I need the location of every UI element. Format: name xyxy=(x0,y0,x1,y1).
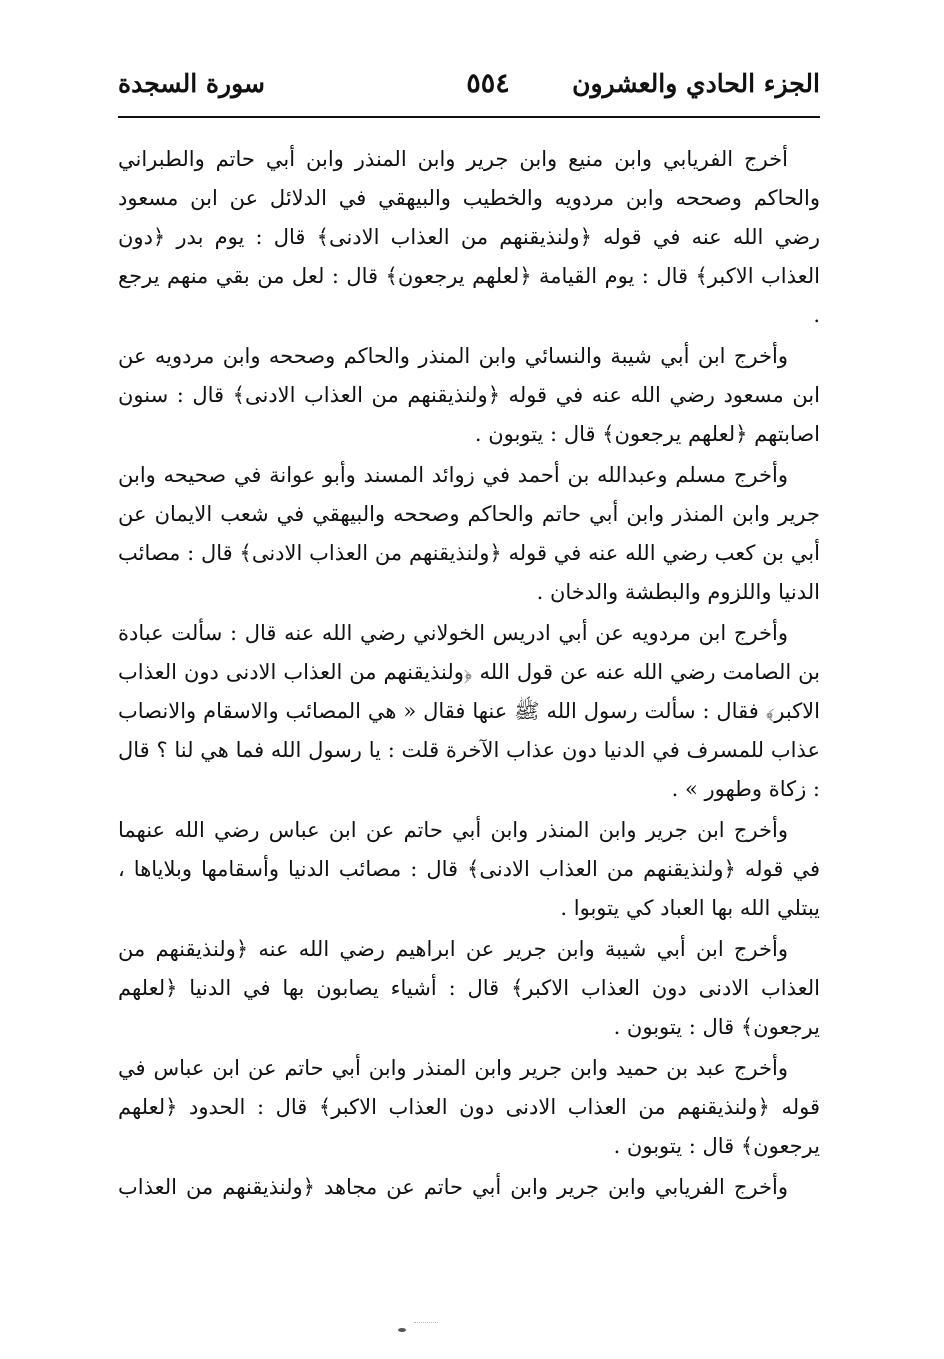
header-rule xyxy=(118,116,820,118)
part-title: الجزء الحادي والعشرون xyxy=(572,69,820,98)
paragraph: وأخرج ابن أبي شيبة والنسائي وابن المنذر والحاكم وصححه وابن مردويه عن ابن مسعود رضي الله عنه في قوله ﴿ولنذيقنهم من العذاب الادنى﴾ قال : سنون اصابتهم ﴿لعلهم يرجعون﴾ قال : يتوبون . xyxy=(118,344,820,446)
paragraph-continued: وأخرج الفريابي وابن جرير وابن أبي حاتم عن مجاهد ﴿ولنذيقنهم من العذاب xyxy=(118,1175,788,1199)
paragraph: أخرج الفريابي وابن منيع وابن جرير وابن المنذر وابن أبي حاتم والطبراني والحاكم وصححه وابن مردويه والخطيب والبيهقي في الدلائل عن ابن مسعود رضي الله عنه في قوله ﴿ولنذيقنهم من العذاب الادنى﴾ قال : يوم بدر ﴿دون العذاب الاكبر﴾ قال : يوم القيامة ﴿لعلهم يرجعون﴾ قال : لعل من بقي منهم يرجع . xyxy=(118,147,820,327)
body-text xyxy=(118,140,820,1207)
surah-title: سورة السجدة xyxy=(118,69,265,98)
running-header xyxy=(118,62,820,110)
page-number: ٥٥٤ xyxy=(466,68,510,99)
paragraph: وأخرج ابن جرير وابن المنذر وابن أبي حاتم عن ابن عباس رضي الله عنهما في قوله ﴿ولنذيقنهم من العذاب الادنى﴾ قال : مصائب الدنيا وأسقامها وبلاياها ، يبتلي الله بها العباد كي يتوبوا . xyxy=(118,818,820,920)
paragraph: وأخرج ابن مردويه عن أبي ادريس الخولاني رضي الله عنه قال : سألت عبادة بن الصامت رضي الله عنه عن قول الله ﴿ولنذيقنهم من العذاب الادنى دون العذاب الاكبر﴾ فقال : سألت رسول الله ﷺ عنها فقال « هي المصائب والاسقام والانصاب عذاب للمسرف في الدنيا دون عذاب الآخرة قلت : يا رسول الله فما هي لنا ؟ قال : زكاة وطهور » . xyxy=(118,621,820,801)
paragraph: وأخرج عبد بن حميد وابن جرير وابن المنذر وابن أبي حاتم عن ابن عباس في قوله ﴿ولنذيقنهم من العذاب الادنى دون العذاب الاكبر﴾ قال : الحدود ﴿لعلهم يرجعون﴾ قال : يتوبون . xyxy=(118,1056,820,1158)
scan-speck xyxy=(398,1328,406,1332)
scan-speck xyxy=(414,1322,438,1326)
paragraph: وأخرج مسلم وعبدالله بن أحمد في زوائد المسند وأبو عوانة في صحيحه وابن جرير وابن المنذر وابن أبي حاتم والحاكم وصححه والبيهقي في شعب الايمان عن أبي بن كعب رضي الله عنه في قوله ﴿ولنذيقنهم من العذاب الادنى﴾ قال : مصائب الدنيا واللزوم والبطشة والدخان . xyxy=(118,463,820,604)
paragraph: وأخرج ابن أبي شيبة وابن جرير عن ابراهيم رضي الله عنه ﴿ولنذيقنهم من العذاب الادنى دون العذاب الاكبر﴾ قال : أشياء يصابون بها في الدنيا ﴿لعلهم يرجعون﴾ قال : يتوبون . xyxy=(118,937,820,1039)
